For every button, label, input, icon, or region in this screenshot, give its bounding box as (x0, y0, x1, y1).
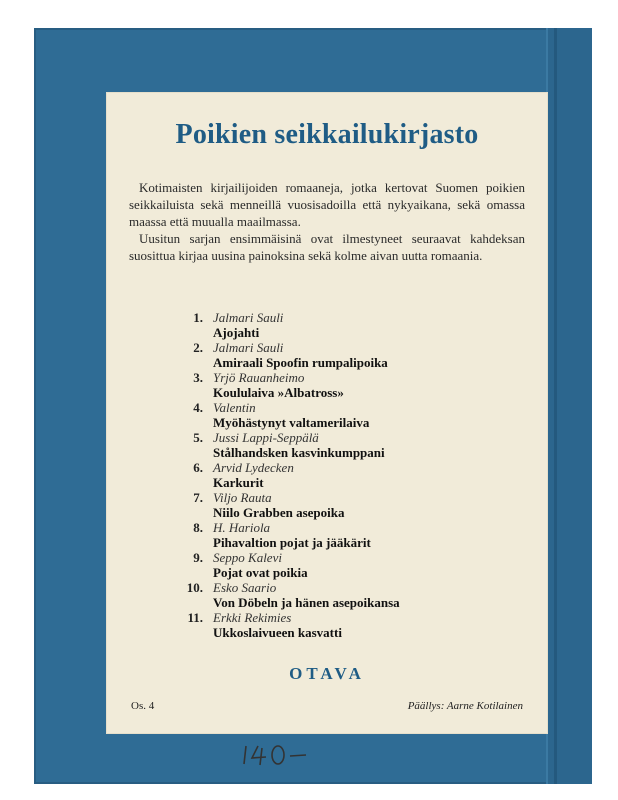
book-title: Von Döbeln ja hänen asepoikansa (213, 595, 400, 610)
book-title: Myöhästynyt valtamerilaiva (213, 415, 370, 430)
book-list-item (177, 460, 527, 490)
book-number: 11. (187, 610, 203, 625)
book-title: Karkurit (213, 475, 264, 490)
spine-crease (554, 28, 557, 784)
book-number: 9. (193, 550, 203, 565)
book-list-item (177, 520, 527, 550)
handwritten-note-140 (240, 740, 310, 770)
book-list-item (177, 400, 527, 430)
book-number: 4. (193, 400, 203, 415)
book-title: Koululaiva »Albatross» (213, 385, 344, 400)
book-author: Viljo Rauta (213, 490, 272, 505)
book-author: Jalmari Sauli (213, 340, 284, 355)
book-list-item (177, 430, 527, 460)
book-number: 8. (193, 520, 203, 535)
book-author: Jussi Lappi-Seppälä (213, 430, 319, 445)
cover-designer-credit: Päällys: Aarne Kotilainen (407, 700, 523, 712)
book-title: Stålhandsken kasvinkumppani (213, 445, 385, 460)
book-title: Ukkoslaivueen kasvatti (213, 625, 342, 640)
book-number: 2. (193, 340, 203, 355)
book-list-item (177, 550, 527, 580)
book-list-item (177, 580, 527, 610)
book-author: Seppo Kalevi (213, 550, 282, 565)
book-author: Jalmari Sauli (213, 310, 284, 325)
book-list-item (177, 610, 527, 640)
price-code: Os. 4 (131, 700, 155, 712)
book-list-item (177, 340, 527, 370)
book-title: Ajojahti (213, 325, 260, 340)
book-author: Yrjö Rauanheimo (213, 370, 305, 385)
series-description (129, 179, 525, 264)
book-author: Valentin (213, 400, 256, 415)
publisher-name: OTAVA (289, 664, 365, 683)
book-list (177, 310, 527, 640)
description-paragraph-1: Kotimaisten kirjailijoiden romaaneja, jotka kertovat Suomen poikien seikkailuista sekä menneillä vuosisadoilla että nykyaikana, sekä omassa maassa että muualla maailmassa. (129, 180, 525, 229)
book-author: Esko Saario (213, 580, 277, 595)
book-title: Pihavaltion pojat ja jääkärit (213, 535, 371, 550)
book-number: 7. (193, 490, 203, 505)
book-spine (546, 28, 592, 784)
book-number: 10. (186, 580, 203, 595)
book-author: H. Hariola (213, 520, 271, 535)
book-author: Erkki Rekimies (213, 610, 292, 625)
book-list-item (177, 490, 527, 520)
series-title: Poikien seikkailukirjasto (175, 119, 479, 150)
book-title: Amiraali Spoofin rumpalipoika (213, 355, 388, 370)
book-title: Pojat ovat poikia (213, 565, 308, 580)
book-number: 3. (193, 370, 203, 385)
book-back-cover (34, 28, 590, 784)
book-list-item (177, 310, 527, 340)
cover-label (107, 93, 547, 733)
description-paragraph-2: Uusitun sarjan ensimmäisinä ovat ilmestyneet seuraavat kahdeksan suosittua kirjaa uusina painoksina sekä kolme aivan uutta romaania. (129, 231, 525, 263)
book-title: Niilo Grabben asepoika (213, 505, 345, 520)
book-number: 6. (193, 460, 203, 475)
book-number: 1. (193, 310, 203, 325)
book-list-item (177, 370, 527, 400)
book-number: 5. (193, 430, 203, 445)
book-author: Arvid Lydecken (213, 460, 294, 475)
